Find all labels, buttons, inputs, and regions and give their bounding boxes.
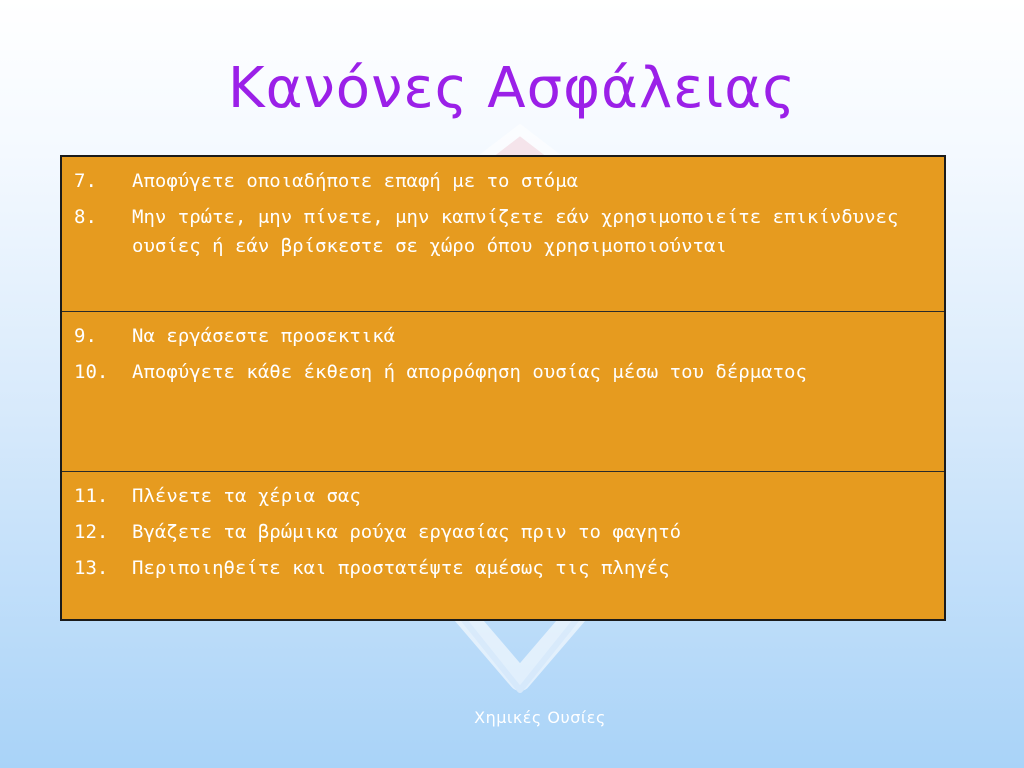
item-text: Αποφύγετε οποιαδήποτε επαφή με το στόμα — [132, 170, 579, 192]
item-text: Πλένετε τα χέρια σας — [132, 485, 361, 507]
item-number: 11. — [74, 485, 109, 507]
item-text: Να εργάσεστε προσεκτικά — [132, 325, 396, 347]
table-row — [62, 472, 944, 621]
item-text: Βγάζετε τα βρώμικα ρούχα εργασίας πριν το φαγητό — [132, 521, 682, 543]
list-item — [74, 167, 932, 196]
item-number: 8. — [74, 206, 97, 228]
table-row — [62, 312, 944, 472]
list-item — [74, 482, 932, 511]
list-item — [74, 322, 932, 351]
item-number: 12. — [74, 521, 109, 543]
item-text: Περιποιηθείτε και προστατέψτε αμέσως τις πληγές — [132, 557, 670, 579]
slide-title: Κανόνες Ασφάλειας — [227, 56, 797, 121]
list-item — [74, 554, 932, 583]
item-text: Μην τρώτε, μην πίνετε, μην καπνίζετε εάν χρησιμοποιείτε επικίνδυνες ουσίες ή εάν βρίσκεστε σε χώρο όπου χρησιμοποιούνται — [132, 206, 899, 257]
item-number: 9. — [74, 325, 97, 347]
item-number: 10. — [74, 361, 109, 383]
slide-footer: Χημικές Ουσίες — [474, 708, 606, 727]
item-number: 13. — [74, 557, 109, 579]
list-item — [74, 203, 932, 261]
item-number: 7. — [74, 170, 97, 192]
list-item — [74, 358, 932, 387]
item-text: Αποφύγετε κάθε έκθεση ή απορρόφηση ουσίας μέσω του δέρματος — [132, 361, 807, 383]
rules-table — [60, 155, 946, 621]
list-item — [74, 518, 932, 547]
table-row — [62, 157, 944, 312]
